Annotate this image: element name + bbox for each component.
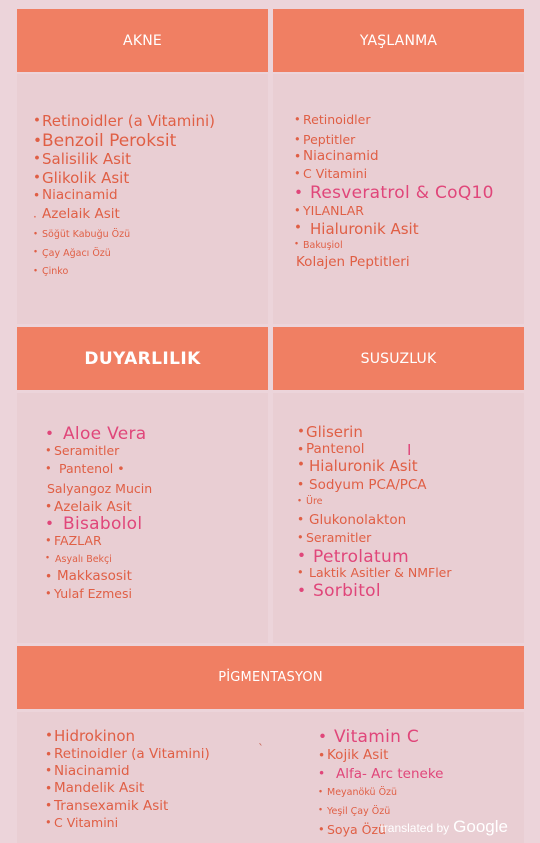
list-item: • Niacinamid: [45, 765, 210, 779]
list-item: • Retinoidler (a Vitamini): [45, 748, 210, 762]
list-item: • Salisilik Asit: [33, 152, 215, 167]
pigmentasyon-header: [17, 646, 524, 709]
list-item: • Resveratrol & CoQ10: [294, 185, 494, 202]
susuzluk-list: [297, 425, 452, 600]
yaslanma-title: YAŞLANMA: [359, 32, 438, 49]
list-item: • Glukonolakton: [297, 514, 452, 528]
translation-watermark: [380, 817, 508, 837]
list-item: • Yulaf Ezmesi: [45, 588, 152, 601]
list-item: • Seramitler: [297, 532, 452, 545]
duyarlilik-header: [17, 327, 268, 390]
list-item: • Niacinamid: [33, 189, 215, 203]
list-item: • Çay Ağacı Özü: [33, 249, 215, 259]
duyarlilik-title: DUYARLILIK: [84, 348, 201, 369]
list-item: • Pantenol: [297, 443, 452, 457]
list-item: • Azelaik Asit: [45, 501, 152, 515]
list-item: • Makkasosit: [45, 570, 152, 584]
list-item: • Seramitler: [45, 445, 152, 458]
list-item: • C Vitamini: [294, 168, 494, 181]
list-item: • Hialuronik Asit: [297, 459, 452, 474]
yaslanma-header: [273, 9, 524, 72]
list-item: • Pantenol •: [45, 463, 152, 476]
list-item: Salyangoz Mucin: [47, 481, 153, 496]
list-item: • Niacinamid: [294, 150, 494, 164]
list-item: • Sorbitol: [297, 583, 452, 600]
list-item: • FAZLAR: [45, 535, 152, 548]
list-item: • YILANLAR: [294, 205, 494, 218]
list-item: • Çinko: [33, 267, 215, 277]
list-item: • Meyanökü Özü: [318, 788, 443, 798]
list-item: • Glikolik Asit: [33, 171, 215, 186]
list-item: • Aloe Vera: [45, 426, 152, 443]
list-item: • Peptitler: [294, 134, 494, 147]
list-item: • Petrolatum: [297, 549, 452, 566]
list-item: • Soya Özü: [318, 824, 443, 837]
list-item: • Üre: [297, 497, 452, 507]
list-item: • Kojik Asit: [318, 749, 443, 763]
list-item: • Transexamik Asit: [45, 800, 210, 814]
yaslanma-list: [294, 114, 494, 270]
google-logo: Google: [453, 817, 508, 836]
list-item: • C Vitamini: [45, 817, 210, 830]
duyarlilik-list: [45, 426, 152, 600]
list-item: Kolajen Peptitleri: [296, 254, 410, 270]
list-item: • Alfa- Arc teneke: [318, 768, 443, 782]
pigmentasyon-left-list: [45, 729, 210, 830]
susuzluk-title: SUSUZLUK: [360, 350, 437, 367]
list-item: • Bisabolol: [45, 516, 152, 533]
akne-header: [17, 9, 268, 72]
list-item: • Mandelik Asit: [45, 782, 210, 796]
list-item: • Sodyum PCA/PCA: [297, 479, 452, 493]
list-item: • Laktik Asitler & NMFler: [297, 567, 452, 580]
list-item: • Yeşil Çay Özü: [318, 807, 443, 817]
list-item: • Gliserin: [297, 425, 452, 440]
pigmentasyon-title: PİGMENTASYON: [218, 670, 323, 685]
akne-title: AKNE: [123, 32, 162, 49]
list-item: • Bakuşiol: [294, 241, 494, 251]
akne-list: [33, 114, 215, 277]
list-item: • Retinoidler: [294, 114, 494, 127]
list-item: • Hialuronik Asit: [294, 222, 494, 237]
list-item: • Asyalı Bekçi: [45, 555, 152, 565]
list-item: • Benzoil Peroksit: [33, 133, 215, 150]
list-item: . Azelaik Asit: [33, 208, 215, 222]
stray-bar-mark: I: [407, 441, 412, 459]
list-item: • Retinoidler (a Vitamini): [33, 114, 215, 129]
susuzluk-header: [273, 327, 524, 390]
watermark-prefix: translated by: [380, 821, 450, 835]
stray-tick-mark: `: [258, 742, 264, 756]
list-item: • Söğüt Kabuğu Özü: [33, 230, 215, 240]
list-item: • Vitamin C: [318, 729, 443, 746]
list-item: • Hidrokinon: [45, 729, 210, 744]
